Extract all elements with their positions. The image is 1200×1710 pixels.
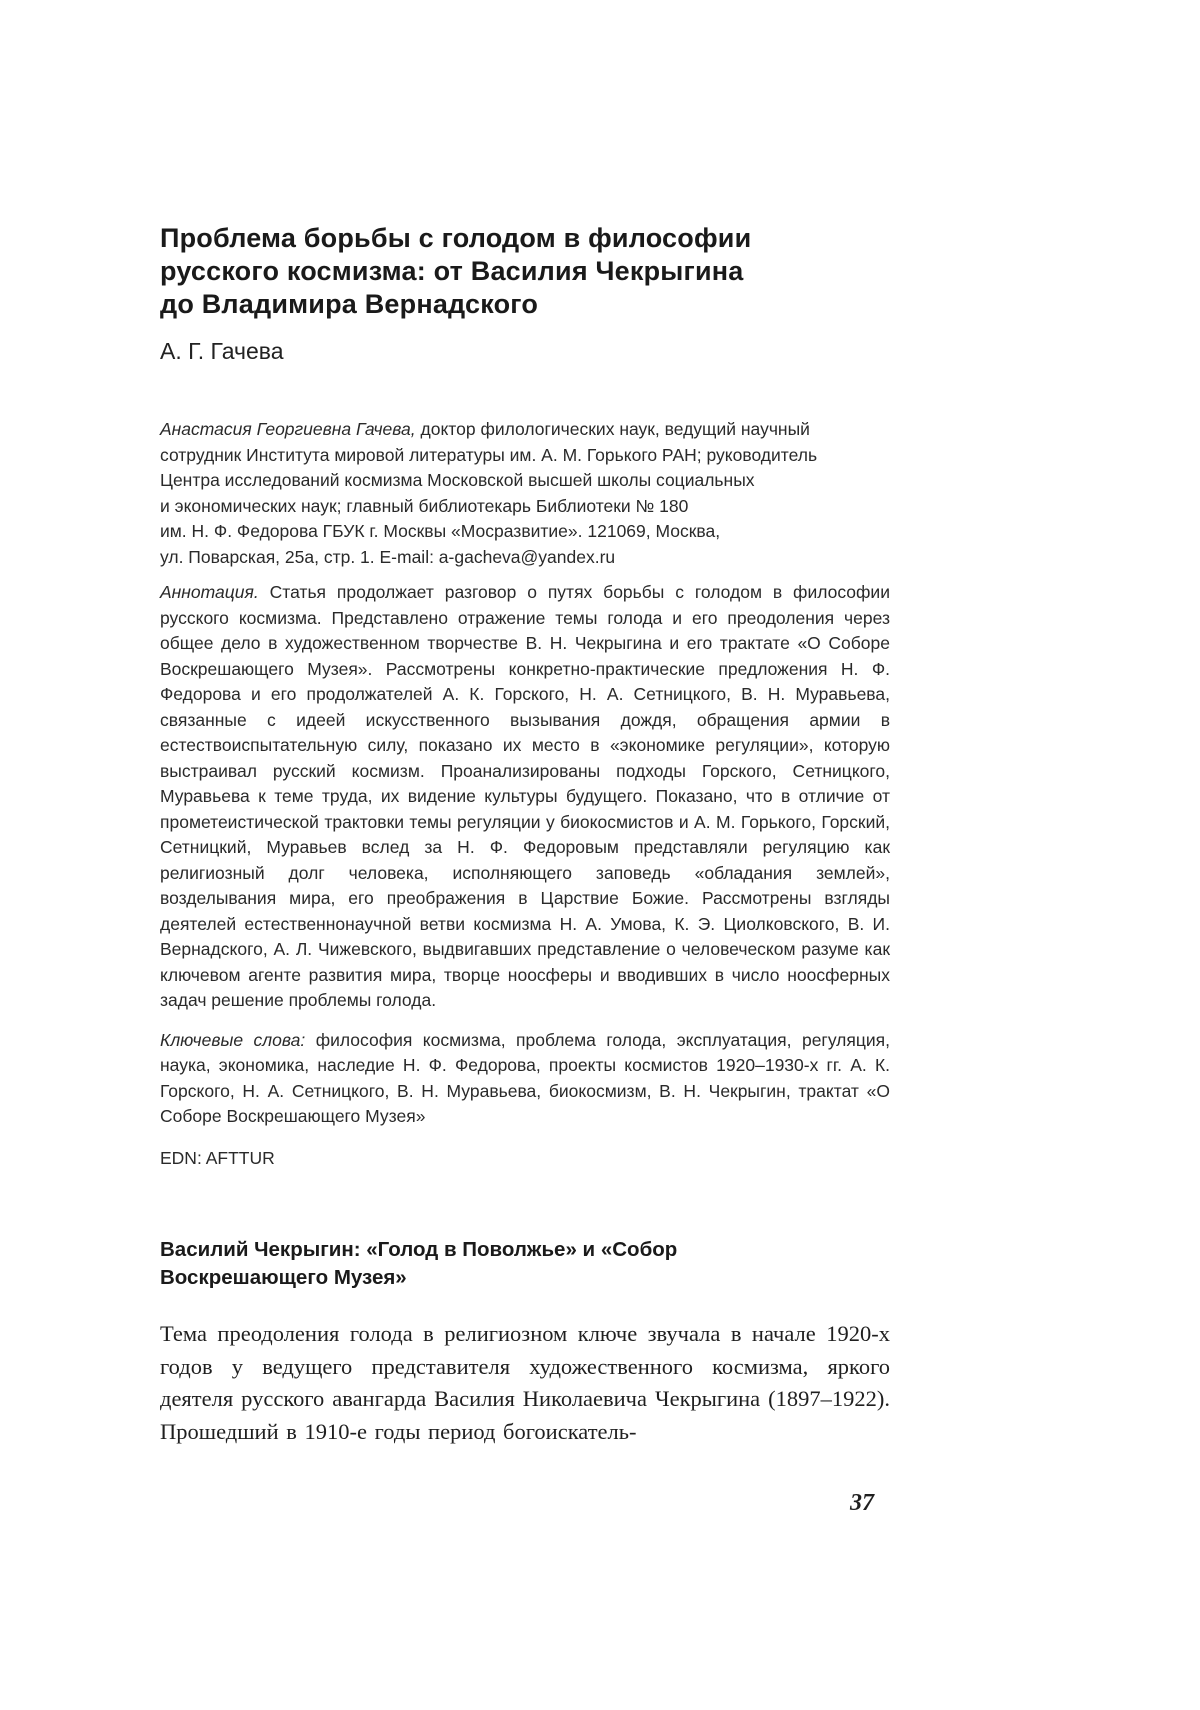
abstract-paragraph	[160, 580, 890, 1014]
article-title: Проблема борьбы с голодом в философии русского космизма: от Василия Чекрыгина до Владимира Вернадского	[160, 223, 752, 319]
abstract-text: Статья продолжает разговор о путях борьбы с голодом в философии русского космизма. Представлено отражение темы голода и его преодоления через общее дело в художественном творчестве В. Н. Чекрыгина и его трактате «О Соборе Воскрешающего Музея». Рассмотрены конкретно-практические предложения Н. Ф. Федорова и его продолжателей А. К. Горского, Н. А. Сетницкого, В. Н. Муравьева, связанные с идеей искусственного вызывания дождя, обращения армии в естествоиспытательную силу, показано их место в «экономике регуляции», которую выстраивал русский космизм. Проанализированы подходы Горского, Сетницкого, Муравьева к теме труда, их видение культуры будущего. Показано, что в отличие от прометеистической трактовки темы регуляции у биокосмистов и А. М. Горького, Горский, Сетницкий, Муравьев вслед за Н. Ф. Федоровым представляли регуляцию как религиозный долг человека, исполняющего заповедь «обладания землей», возделывания мира, его преображения в Царствие Божие. Рассмотрены взгляды деятелей естественнонаучной ветви космизма Н. А. Умова, К. Э. Циолковского, В. И. Вернадского, А. Л. Чижевского, выдвигавших представление о человеческом разуме как ключевом агенте развития мира, творце ноосферы и вводивших в число ноосферных задач решение проблемы голода.	[160, 582, 890, 1010]
edn-line: EDN: AFTTUR	[160, 1147, 275, 1168]
author-bio-text: доктор филологических наук, ведущий научный сотрудник Института мировой литературы им. А. М. Горького РАН; руководитель Центра исследований космизма Московской высшей школы социальных и экономических наук; главный библиотекарь Библиотеки № 180 им. Н. Ф. Федорова ГБУК г. Москвы «Мосразвитие». 121069, Москва, ул. Поварская, 25а, стр. 1. E-mail: a-gacheva@yandex.ru	[160, 419, 818, 567]
keywords-label: Ключевые слова:	[160, 1029, 306, 1050]
section-heading: Василий Чекрыгин: «Голод в Поволжье» и «Собор Воскрешающего Музея»	[160, 1238, 678, 1289]
article-content-column	[160, 0, 890, 1517]
article-author: А. Г. Гачева	[160, 338, 284, 364]
keywords-paragraph	[160, 1028, 890, 1130]
body-paragraph: Тема преодоления голода в религиозном ключе звучала в начале 1920-х годов у ведущего представителя художественного космизма, яркого деятеля русского авангарда Василия Николаевича Чекрыгина (1897–1922). Прошедший в 1910-е годы период богоискатель-	[160, 1321, 890, 1444]
author-bio	[160, 417, 890, 570]
page-number: 37	[850, 1490, 874, 1516]
author-bio-name: Анастасия Георгиевна Гачева,	[160, 419, 416, 439]
abstract-label: Аннотация.	[160, 582, 259, 602]
keywords-text: философия космизма, проблема голода, эксплуатация, регуляция, наука, экономика, наследие Н. Ф. Федорова, проекты космистов 1920–1930-х гг. А. К. Горского, Н. А. Сетницкого, В. Н. Муравьева, биокосмизм, В. Н. Чекрыгин, трактат «О Соборе Воскрешающего Музея»	[160, 1029, 891, 1126]
